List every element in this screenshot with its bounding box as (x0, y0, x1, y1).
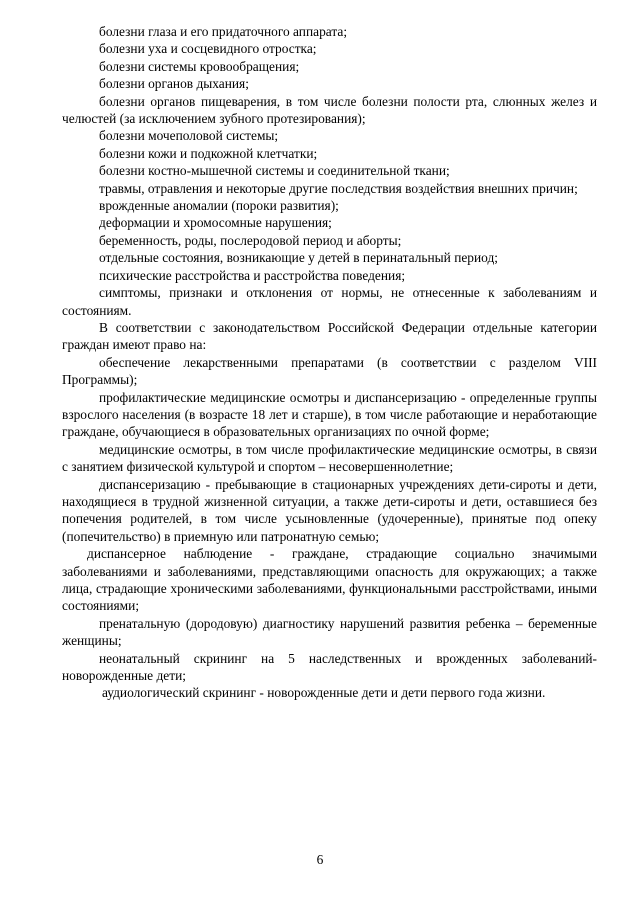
page-body (62, 23, 597, 702)
list-item: диспансерное наблюдение - граждане, страдающие социально значимыми заболеваниями и заболеваниями, представляющими опасность для окружающих; а также лица, страдающие хроническими заболеваниями, функциональными расстройствами, иными состояниями; (62, 546, 597, 614)
list-item: болезни мочеполовой системы; (99, 128, 279, 144)
list-item: болезни органов пищеварения, в том числе болезни полости рта, слюнных желез и челюстей (за исключением зубного протезирования); (62, 93, 597, 127)
list-item: болезни костно-мышечной системы и соединительной ткани; (99, 163, 450, 179)
list-item: обеспечение лекарственными препаратами (в соответствии с разделом VIII Программы); (62, 354, 597, 388)
list-item: отдельные состояния, возникающие у детей в перинатальный период; (99, 250, 499, 266)
list-item: беременность, роды, послеродовой период и аборты; (99, 232, 402, 248)
list-item: пренатальную (дородовую) диагностику нарушений развития ребенка – беременные женщины; (62, 615, 597, 649)
list-item: аудиологический скрининг - новорожденные дети и дети первого года жизни. (102, 685, 546, 701)
list-item: профилактические медицинские осмотры и диспансеризацию - определенные группы взрослого населения (в возрасте 18 лет и старше), в том числе работающие и неработающие граждане, обучающиеся в образовательных организациях по очной форме; (62, 389, 597, 440)
list-item: врожденные аномалии (пороки развития); (99, 198, 339, 214)
list-item: болезни органов дыхания; (99, 76, 249, 92)
paragraph: В соответствии с законодательством Российской Федерации отдельные категории граждан имеют право на: (62, 319, 597, 353)
list-item: симптомы, признаки и отклонения от нормы, не отнесенные к заболеваниям и состояниям. (62, 285, 597, 318)
page-number: 6 (316, 852, 324, 867)
list-item: психические расстройства и расстройства поведения; (99, 267, 406, 283)
list-item: болезни системы кровообращения; (99, 58, 300, 74)
list-item: болезни глаза и его придаточного аппарата; (99, 24, 348, 39)
list-item: диспансеризацию - пребывающие в стационарных учреждениях дети-сироты и дети, находящиеся в трудной жизненной ситуации, а также дети-сироты и дети, оставшиеся без попечения родителей, в том числе усыновленные (удочеренные), принятые под опеку (попечительство) в приемную или патронатную семью; (62, 476, 597, 544)
list-item: медицинские осмотры, в том числе профилактические медицинские осмотры, в связи с занятием физической культурой и спортом – несовершеннолетние; (62, 441, 597, 475)
list-item: болезни кожи и подкожной клетчатки; (99, 145, 318, 161)
list-item: травмы, отравления и некоторые другие последствия воздействия внешних причин; (99, 180, 578, 196)
list-item: деформации и хромосомные нарушения; (99, 215, 332, 231)
list-item: неонатальный скрининг на 5 наследственных и врожденных заболеваний-новорожденные дети; (62, 650, 597, 684)
list-item: болезни уха и сосцевидного отростка; (99, 41, 317, 57)
